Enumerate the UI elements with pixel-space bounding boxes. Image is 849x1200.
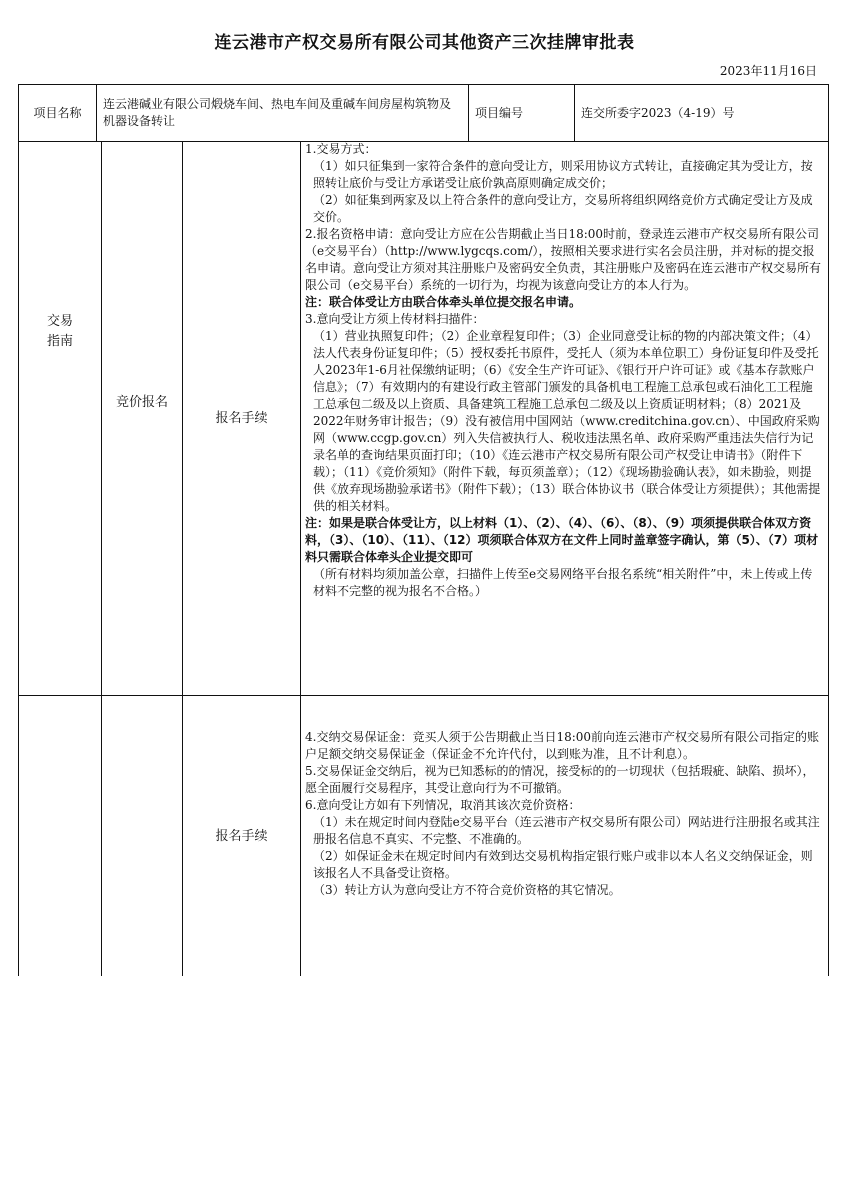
section2-paragraph: （1）未在规定时间内登陆e交易平台（连云港市产权交易所有限公司）网站进行注册报名或其注册报名信息不真实、不完整、不准确的。 [313,815,820,846]
section1-paragraph: 2.报名资格申请：意向受让方应在公告期截止当日18:00时前，登录连云港市产权交易所有限公司（e交易平台）（http://www.lygcqs.com/），按照相关要求进行实名会员注册，并对标的提交报名申请。意向受让方须对其注册账户及密码安全负责，其注册账户及密码在连云港市产权交易所有限公司（e交易平台）系统的一切行为，均视为该意向受让方的本人行为。 [305,227,822,292]
section1-paragraph: 注：如果是联合体受让方，以上材料（1）、（2）、（4）、（6）、（8）、（9）项须提供联合体双方资料，（3）、（10）、（11）、（12）项须联合体双方在文件上同时盖章签字确认，第（5）、（7）项材料只需联合体牵头企业提交即可 [305,516,819,564]
page-title: 连云港市产权交易所有限公司其他资产三次挂牌审批表 [214,33,635,53]
project-name-label: 项目名称 [33,105,82,120]
section1-paragraph: （所有材料均须加盖公章，扫描件上传至e交易网络平台报名系统“相关附件”中，未上传或上传材料不完整的视为报名不合格。） [313,567,813,598]
section2-paragraph: （2）如保证金未在规定时间内有效到达交易机构指定银行账户或非以本人名义交纳保证金，则该报名人不具备受让资格。 [313,849,813,880]
category-trading-guide: 交易 指南 [46,314,73,349]
subcategory-bidding-registration: 竞价报名 [115,394,168,410]
project-name-text: 连云港碱业有限公司煅烧车间、热电车间及重碱车间房屋构筑物及机器设备转让 [103,97,452,128]
section2-paragraph: （3）转让方认为意向受让方不符合竞价资格的其它情况。 [313,883,621,897]
table-border-right [828,84,829,976]
section1-paragraph: 注：联合体受让方由联合体牵头单位提交报名申请。 [305,295,582,309]
section1-paragraph: （2）如征集到两家及以上符合条件的意向受让方，交易所将组织网络竞价方式确定受让方及成交价。 [313,193,813,224]
item-registration-procedure-1: 报名手续 [215,411,268,426]
project-number-value: 连交所委字2023（4-19）号 [581,105,735,120]
section2-lines [305,729,822,899]
section1-paragraph: （1）如只征集到一家符合条件的意向受让方，则采用协议方式转让，直接确定其为受让方，按照转让底价与受让方承诺受让底价孰高原则确定成交价； [313,159,813,190]
section1-paragraph: 3.意向受让方须上传材料扫描件： [305,312,485,326]
document-date: 2023年11月16日 [719,64,817,78]
section1-paragraph: （1）营业执照复印件；（2）企业章程复印件；（3）企业同意受让标的物的内部决策文件；（4）法人代表身份证复印件；（5）授权委托书原件，受托人（须为本单位职工）身份证复印件及受托人2023年1-6月社保缴纳证明；（6）《安全生产许可证》、《银行开户许可证》或《基本存款账户信息》；（7）有效期内的有建设行政主管部门颁发的具备机电工程施工总承包或石油化工工程施工总承包二级及以上资质、具备建筑工程施工总承包二级及以上资质证明材料；（8）2021及2022年财务审计报告；（9）没有被信用中国网站（www.creditchina.gov.cn）、中国政府采购网（www.ccgp.gov.cn）列入失信被执行人、税收违法黑名单、政府采购严重违法失信行为记录名单的查询结果页面打印；（10）《连云港市产权交易所有限公司产权受让申请书》（附件下载）；（11）《竞价须知》（附件下载，每页须盖章）；（12）《现场勘验确认表》，如未勘验，则提供《放弃现场勘验承诺书》（附件下载）；（13）联合体协议书（联合体受让方须提供）；其他需提供的相关材料。 [313,329,821,513]
section1-lines [305,141,822,600]
section1-paragraph: 1.交易方式： [305,142,377,156]
section2-content [301,696,828,976]
section2-paragraph: 4.交纳交易保证金：竞买人须于公告期截止当日18:00前向连云港市产权交易所有限公司指定的账户足额交纳交易保证金（保证金不允许代付，以到账为准，且不计利息）。 [305,730,820,761]
project-number-label: 项目编号 [475,105,524,120]
project-name-value [97,85,468,141]
section1-content [301,141,828,695]
item-registration-procedure-2: 报名手续 [215,828,268,844]
section2-paragraph: 5.交易保证金交纳后，视为已知悉标的的情况，接受标的的一切现状（包括瑕疵、缺陷、损坏），愿全面履行交易程序，其受让意向行为不可撤销。 [305,764,815,795]
section2-paragraph: 6.意向受让方如有下列情况，取消其该次竞价资格： [305,798,581,812]
